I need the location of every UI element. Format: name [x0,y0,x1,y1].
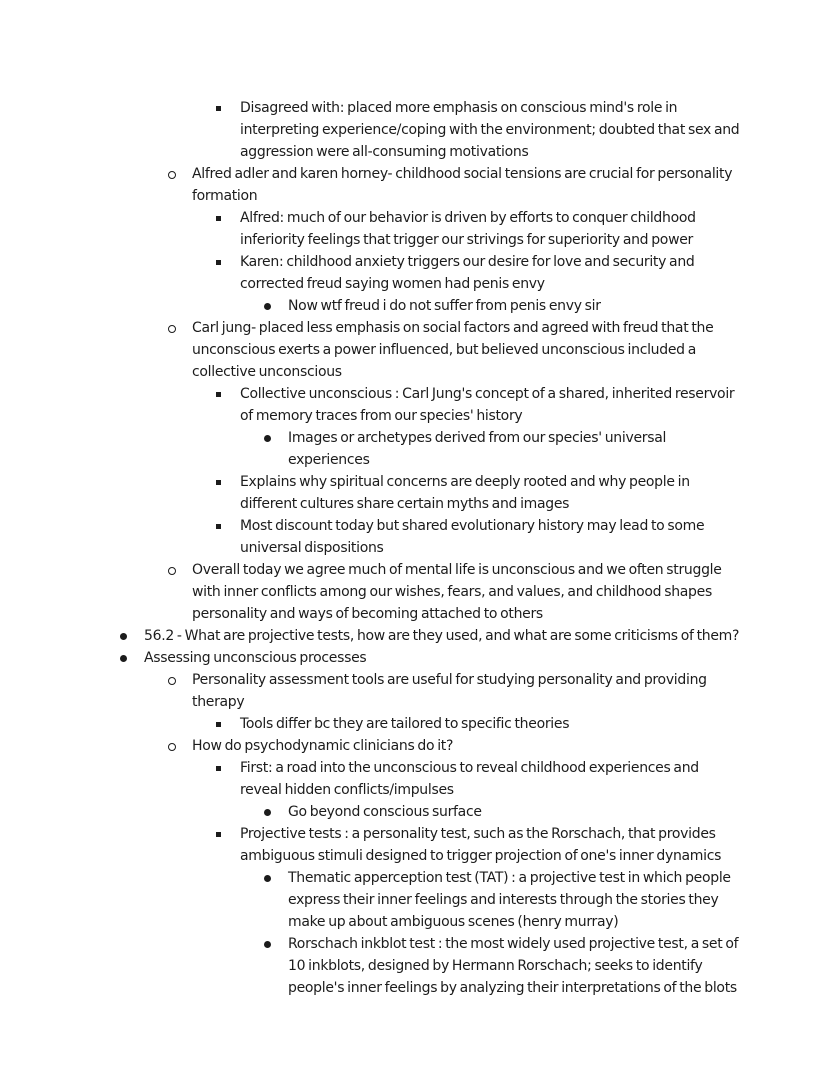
list-item-text: Projective tests : a personality test, such as the Rorschach, that provides ambiguous stimuli designed to trigger projection of one's inner dynamics [240,826,722,864]
bullet-disc-icon [264,875,271,882]
bullet-square-icon [216,524,221,529]
list-item-text: Alfred: much of our behavior is driven by efforts to conquer childhood inferiority feelings that trigger our strivings for superiority and power [240,210,696,248]
list-item-text: Rorschach inkblot test : the most widely used projective test, a set of 10 inkblots, designed by Hermann Rorschach; seeks to identify people's inner feelings by analyzing their interpretations of the blots [288,936,739,996]
bullet-circle-icon [168,171,176,179]
list-item-text: Most discount today but shared evolutionary history may lead to some universal dispositions [240,518,705,556]
list-item-text: Explains why spiritual concerns are deeply rooted and why people in different cultures share certain myths and images [240,474,690,512]
list-item [96,757,740,801]
bullet-square-icon [216,832,221,837]
list-item [96,933,740,999]
list-item-text: Overall today we agree much of mental life is unconscious and we often struggle with inner conflicts among our wishes, fears, and values, and childhood shapes personality and ways of becoming attached to others [192,562,722,622]
list-item-text: Personality assessment tools are useful for studying personality and providing therapy [192,672,707,710]
bullet-disc-icon [264,303,271,310]
list-item-text: Now wtf freud i do not suffer from penis envy sir [288,298,601,314]
list-item [96,625,740,647]
bullet-square-icon [216,392,221,397]
list-item [96,317,740,383]
list-item-text: First: a road into the unconscious to reveal childhood experiences and reveal hidden conflicts/impulses [240,760,699,798]
list-item-text: Collective unconscious : Carl Jung's concept of a shared, inherited reservoir of memory traces from our species' history [240,386,735,424]
list-item-text: Go beyond conscious surface [288,804,482,820]
list-item-text: Alfred adler and karen horney- childhood social tensions are crucial for personality formation [192,166,733,204]
list-item-text: Carl jung- placed less emphasis on social factors and agreed with freud that the unconscious exerts a power influenced, but believed unconscious included a collective unconscious [192,320,714,380]
bullet-circle-icon [168,677,176,685]
bullet-disc-icon [120,633,127,640]
list-item [96,713,740,735]
bullet-disc-icon [264,809,271,816]
list-item [96,669,740,713]
bullet-square-icon [216,106,221,111]
list-item-text: Thematic apperception test (TAT) : a projective test in which people express their inner feelings and interests through the stories they make up about ambiguous scenes (henry murray) [288,870,731,930]
bullet-square-icon [216,766,221,771]
list-item-text: How do psychodynamic clinicians do it? [192,738,454,754]
list-item-text: 56.2 - What are projective tests, how are they used, and what are some criticisms of them? [144,628,740,644]
list-item [96,97,740,163]
list-item [96,295,740,317]
list-item-text: Assessing unconscious processes [144,650,367,666]
list-item [96,251,740,295]
bullet-square-icon [216,722,221,727]
notes-list [96,97,740,999]
list-item [96,735,740,757]
list-item [96,383,740,427]
bullet-square-icon [216,260,221,265]
list-item [96,647,740,669]
list-item [96,823,740,867]
list-item [96,163,740,207]
list-item-text: Karen: childhood anxiety triggers our desire for love and security and corrected freud saying women had penis envy [240,254,695,292]
list-item [96,867,740,933]
list-item [96,471,740,515]
list-item [96,559,740,625]
list-item-text: Images or archetypes derived from our species' universal experiences [288,430,667,468]
list-item [96,427,740,471]
bullet-square-icon [216,480,221,485]
bullet-circle-icon [168,743,176,751]
bullet-circle-icon [168,325,176,333]
bullet-circle-icon [168,567,176,575]
bullet-square-icon [216,216,221,221]
list-item [96,515,740,559]
bullet-disc-icon [264,941,271,948]
bullet-disc-icon [120,655,127,662]
list-item [96,801,740,823]
list-item [96,207,740,251]
list-item-text: Tools differ bc they are tailored to specific theories [240,716,570,732]
list-item-text: Disagreed with: placed more emphasis on conscious mind's role in interpreting experience/coping with the environment; doubted that sex and aggression were all-consuming motivations [240,100,740,160]
bullet-disc-icon [264,435,271,442]
